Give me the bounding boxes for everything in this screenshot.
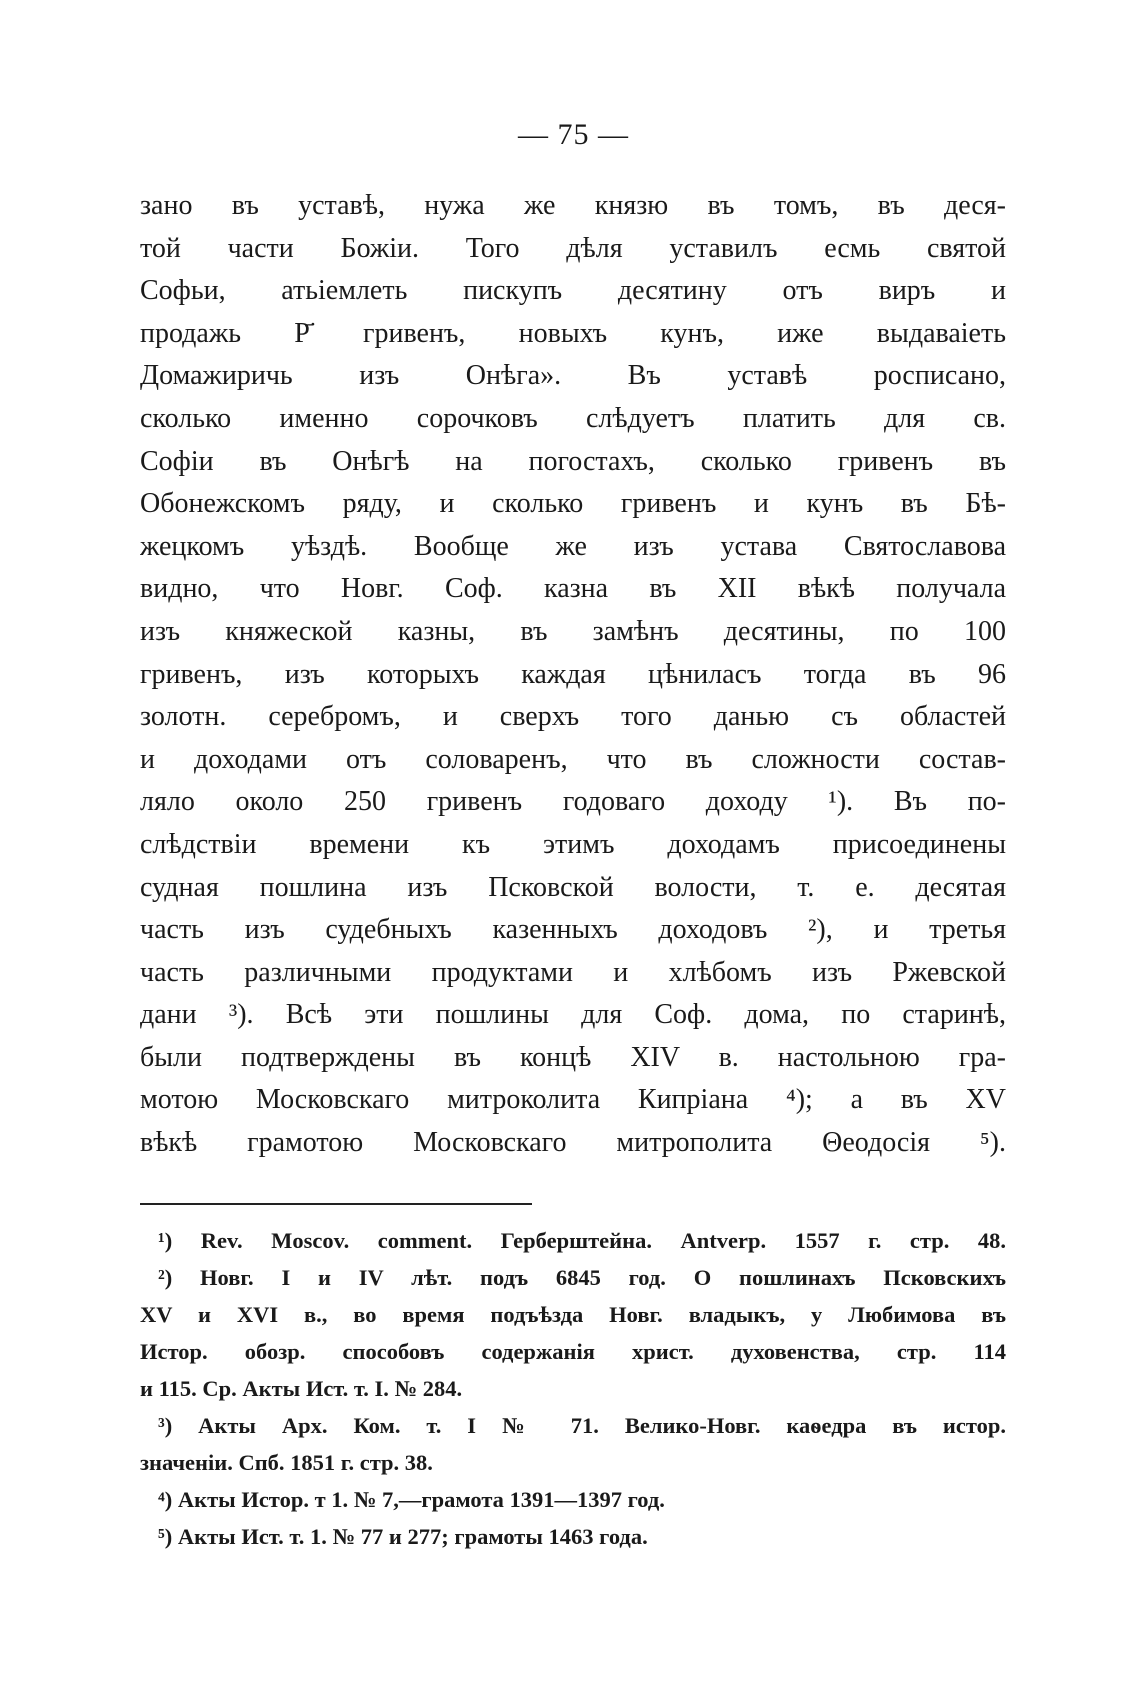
text-line: были подтверждены въ концѣ XIV в. настольною гра- xyxy=(140,1041,1006,1073)
footnote-line: ⁵) Акты Ист. т. 1. № 77 и 277; грамоты 1463 года. xyxy=(158,1524,648,1549)
text-line: золотн. серебромъ, и сверхъ того данью съ областей xyxy=(140,701,1006,733)
text-line: часть различными продуктами и хлѣбомъ изъ Ржевской xyxy=(140,956,1006,988)
text-line: часть изъ судебныхъ казенныхъ доходовъ ²), и третья xyxy=(140,914,1006,946)
text-line: зано въ уставѣ, нужа же князю въ томъ, въ деся- xyxy=(140,190,1006,221)
footnote-divider xyxy=(140,1203,532,1205)
text-line: мотою Московскаго митроколита Кипріана ⁴); а въ XV xyxy=(140,1084,1006,1116)
text-line: и доходами отъ соловаренъ, что въ сложности состав- xyxy=(140,743,1006,775)
footnote-line: и 115. Ср. Акты Ист. т. I. № 284. xyxy=(140,1376,463,1401)
text-line: той части Божіи. Того дѣля уставилъ есмь святой xyxy=(140,232,1006,264)
text-line: судная пошлина изъ Псковской волости, т. е. десятая xyxy=(140,871,1006,903)
text-line: гривенъ, изъ которыхъ каждая цѣниласъ тогда въ 96 xyxy=(140,658,1006,690)
main-text xyxy=(140,185,1006,1165)
text-line: видно, что Новг. Соф. казна въ XII вѣкѣ получала xyxy=(140,573,1006,605)
footnote-line: ³) Акты Арх. Ком. т. I № 71. Велико-Новг. каѳедра въ истор. xyxy=(158,1413,1006,1438)
text-line: продажь Р҃ гривенъ, новыхъ кунъ, иже выдаваіеть xyxy=(140,317,1006,349)
text-line: Софіи въ Онѣгѣ на погостахъ, сколько гривенъ въ xyxy=(140,445,1006,477)
text-line: ляло около 250 гривенъ годоваго доходу ¹). Въ по- xyxy=(140,786,1006,818)
footnote-line: значеніи. Спб. 1851 г. стр. 38. xyxy=(140,1450,433,1475)
footnote-line: ⁴) Акты Истор. т 1. № 7,—грамота 1391—1397 год. xyxy=(158,1487,665,1512)
text-line: Обонежскомъ ряду, и сколько гривенъ и кунъ въ Бѣ- xyxy=(140,488,1006,520)
text-line: Домажиричь изъ Онѣга». Въ уставѣ росписано, xyxy=(140,360,1006,392)
text-line: изъ княжеской казны, въ замѣнъ десятины, по 100 xyxy=(140,615,1006,647)
text-line: сколько именно сорочковъ слѣдуетъ платить для св. xyxy=(140,402,1006,434)
text-line: жецкомъ уѣздѣ. Вообще же изъ устава Святославова xyxy=(140,530,1006,562)
text-line: слѣдствіи времени къ этимъ доходамъ присоединены xyxy=(140,828,1006,860)
footnote-line: XV и XVI в., во время подъѣзда Новг. владыкъ, у Любимова въ xyxy=(140,1302,1006,1327)
footnote-line: ¹) Rev. Moscov. comment. Герберштейна. Antverp. 1557 г. стр. 48. xyxy=(158,1228,1006,1253)
text-line: вѣкѣ грамотою Московскаго митрополита Θеодосія ⁵). xyxy=(140,1127,1006,1159)
text-line: дани ³). Всѣ эти пошлины для Соф. дома, по старинѣ, xyxy=(140,999,1006,1031)
footnotes xyxy=(140,1222,1006,1555)
text-line: Софьи, атьіемлеть пискупъ десятину отъ виръ и xyxy=(140,275,1006,307)
footnote-line: ²) Новг. I и IV лѣт. подъ 6845 год. О пошлинахъ Псковскихъ xyxy=(158,1265,1006,1290)
footnote-line: Истор. обозр. способовъ содержанія христ. духовенства, стр. 114 xyxy=(140,1339,1006,1364)
page-number: — 75 — xyxy=(518,118,629,151)
